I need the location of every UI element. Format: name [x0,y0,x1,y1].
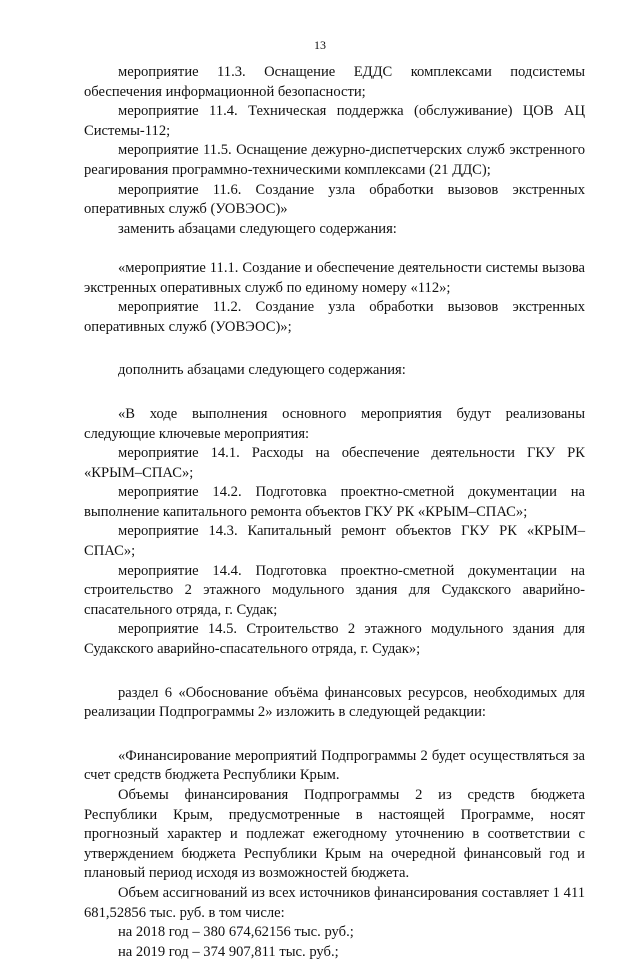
paragraph-11-4: мероприятие 11.4. Техническая поддержка (обслуживание) ЦОВ АЦ Системы-112; [84,103,585,139]
paragraph-11-1: «мероприятие 11.1. Создание и обеспечение деятельности системы вызова экстренных оперативных служб по единому номеру «112»; [84,259,585,296]
paragraph-replace-instruction: заменить абзацами следующего содержания: [118,220,397,237]
paragraph-year-2019: на 2019 год – 374 907,811 тыс. руб.; [118,943,339,960]
paragraph-append-instruction: дополнить абзацами следующего содержания: [118,362,406,379]
paragraph-11-2: мероприятие 11.2. Создание узла обработки вызовов экстренных оперативных служб (УОВЭОС)»; [84,299,585,335]
paragraph-11-6: мероприятие 11.6. Создание узла обработки вызовов экстренных оперативных служб (УОВЭОС)» [84,181,585,218]
paragraph-total-allocations: Объем ассигнований из всех источников финансирования составляет 1 411 681,52856 тыс. руб. в том числе: [84,884,585,921]
paragraph-key-measures-intro: «В ходе выполнения основного мероприятия будут реализованы следующие ключевые мероприятия: [84,405,585,442]
paragraph-11-5: мероприятие 11.5. Оснащение дежурно-диспетчерских служб экстренного реагирования программно-техническими комплексами (21 ДДС); [84,142,585,178]
paragraph-14-1: мероприятие 14.1. Расходы на обеспечение деятельности ГКУ РК «КРЫМ–СПАС»; [84,445,585,481]
page-number: 13 [314,38,326,52]
document-body [84,63,585,962]
paragraph-11-3: мероприятие 11.3. Оснащение ЕДДС комплексами подсистемы обеспечения информационной безопасности; [84,64,585,100]
paragraph-14-5: мероприятие 14.5. Строительство 2 этажного модульного здания для Судакского аварийно-спасательного отряда, г. Судак»; [84,621,585,658]
paragraph-14-3: мероприятие 14.3. Капитальный ремонт объектов ГКУ РК «КРЫМ–СПАС»; [84,523,585,560]
paragraph-financing-volumes: Объемы финансирования Подпрограммы 2 из средств бюджета Республики Крым, предусмотренные в настоящей Программе, носят прогнозный характер и подлежат ежегодному уточнению в соответствии с утверждением бюджета Республики Крым на очередной финансовый год и плановый период исходя из возможностей бюджета. [84,787,585,882]
paragraph-financing-source: «Финансирование мероприятий Подпрограммы 2 будет осуществляться за счет средств бюджета Республики Крым. [84,747,585,784]
paragraph-14-4: мероприятие 14.4. Подготовка проектно-сметной документации на строительство 2 этажного модульного здания для Судакского аварийно-спасательного отряда, г. Судак; [84,562,585,618]
paragraph-year-2018: на 2018 год – 380 674,62156 тыс. руб.; [118,924,354,941]
paragraph-section-6-instruction: раздел 6 «Обоснование объёма финансовых ресурсов, необходимых для реализации Подпрограммы 2» изложить в следующей редакции: [84,684,585,721]
paragraph-14-2: мероприятие 14.2. Подготовка проектно-сметной документации на выполнение капитального ремонта объектов ГКУ РК «КРЫМ–СПАС»; [84,484,585,520]
